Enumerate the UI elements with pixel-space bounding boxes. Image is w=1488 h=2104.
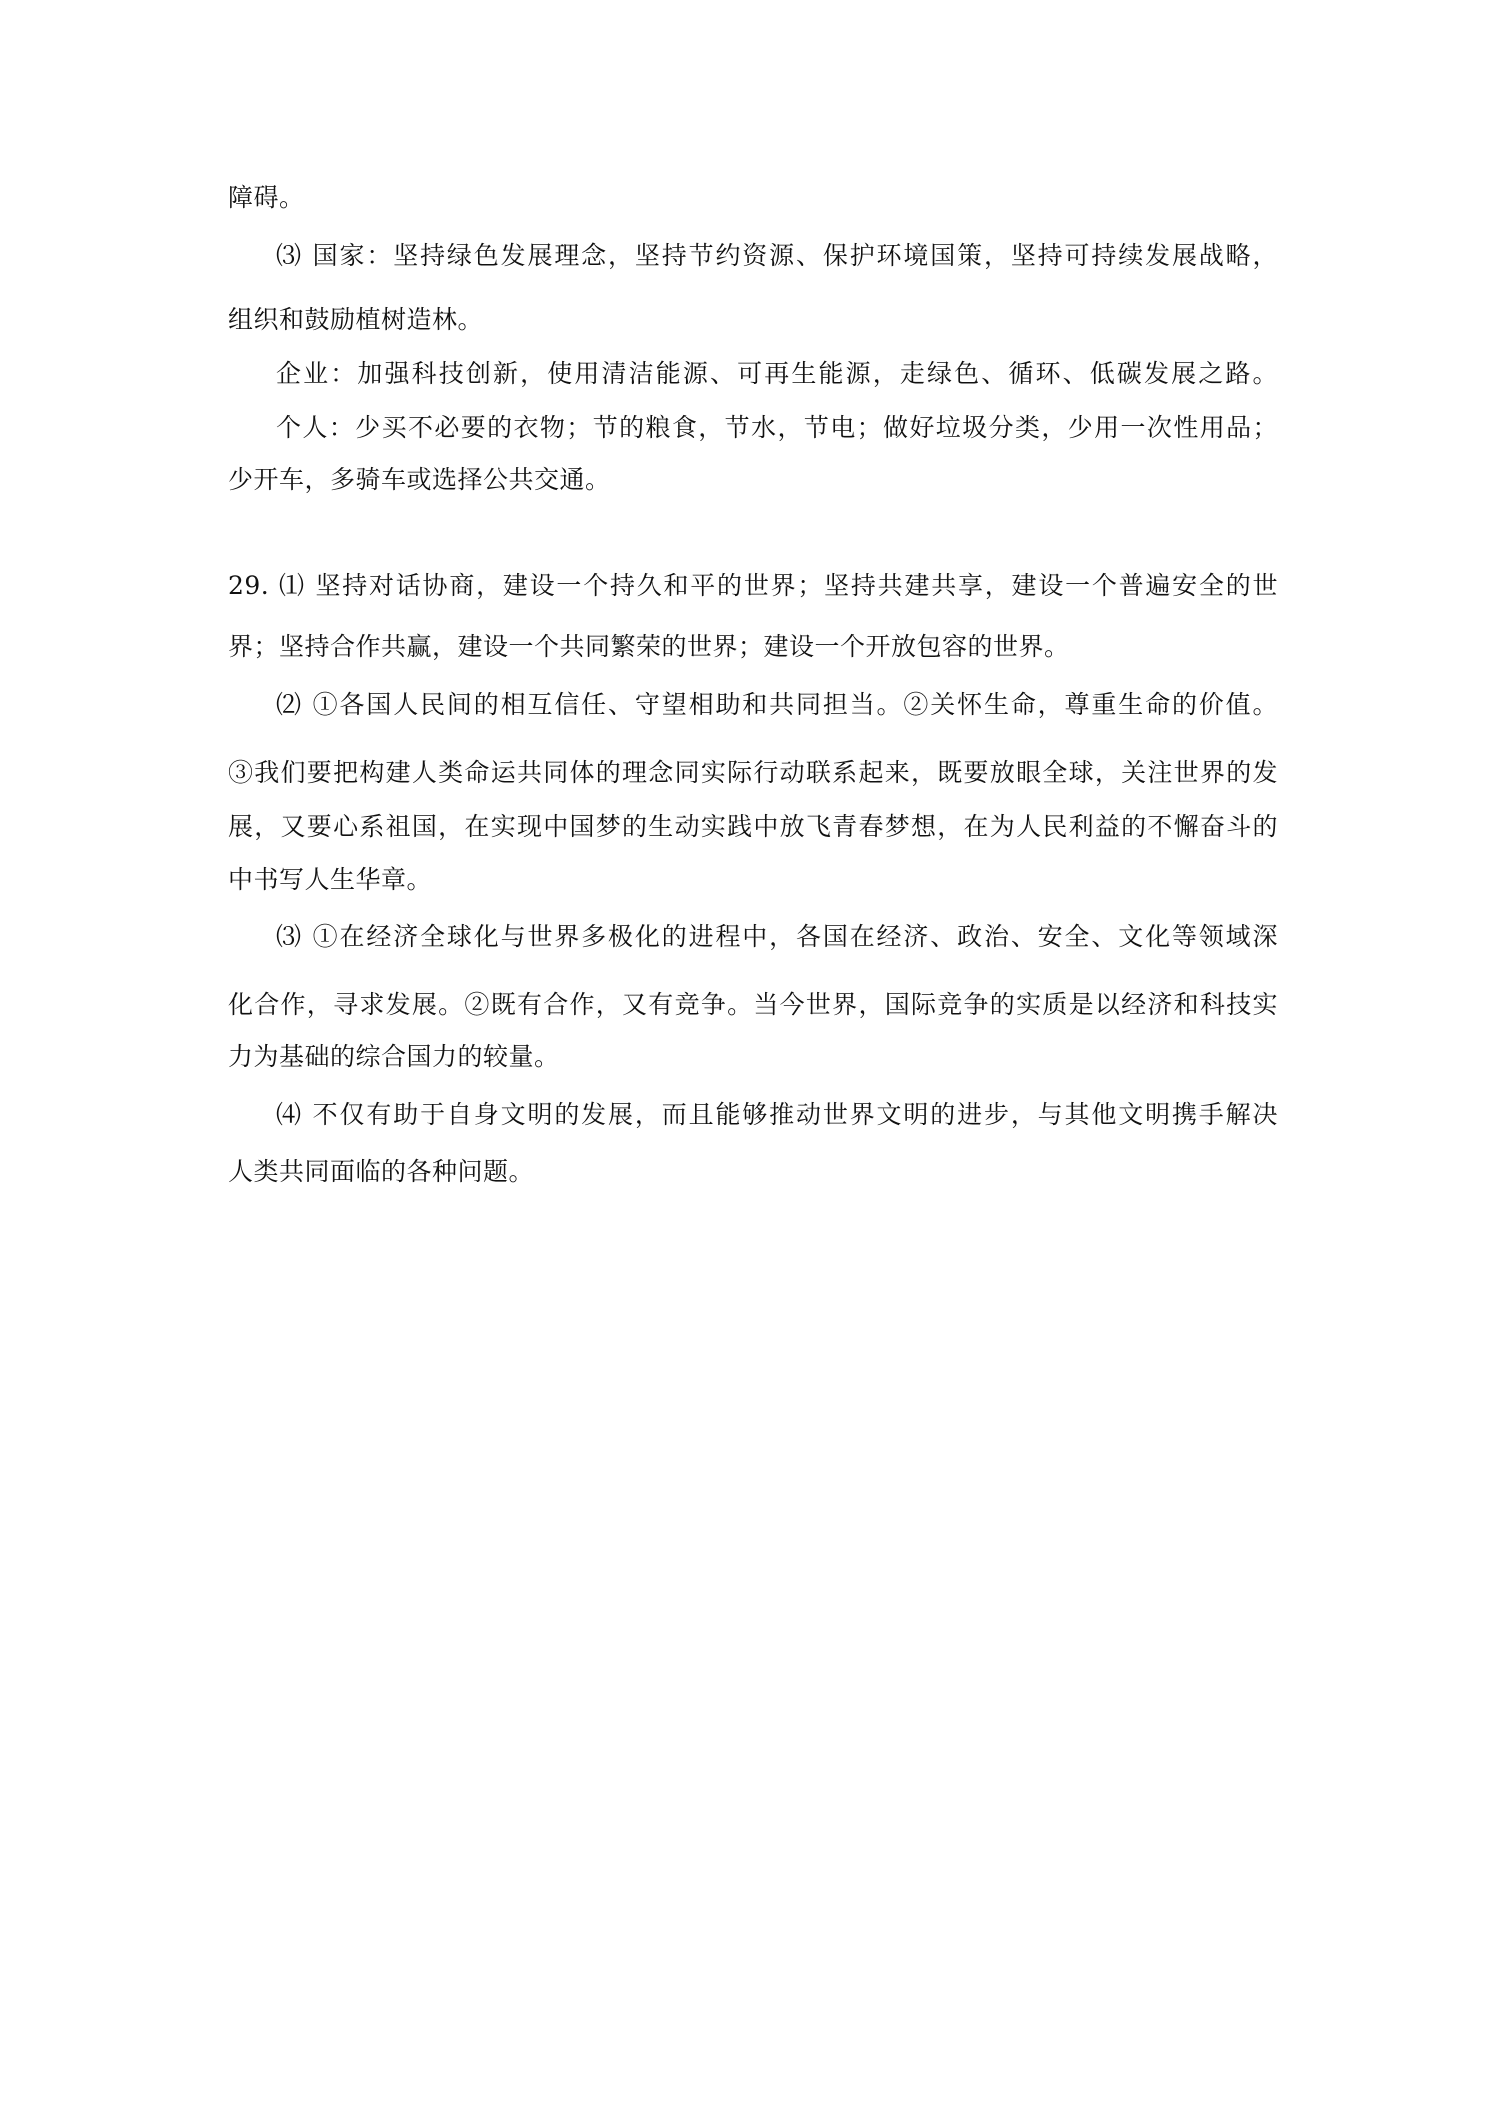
text-line: 展，又要心系祖国，在实现中国梦的生动实践中放飞青春梦想，在为人民利益的不懈奋斗的 <box>228 812 1278 841</box>
text-line: 组织和鼓励植树造林。 <box>228 305 484 334</box>
text-line: 界；坚持合作共赢，建设一个共同繁荣的世界；建设一个开放包容的世界。 <box>228 632 1070 661</box>
text-line: 少开车，多骑车或选择公共交通。 <box>228 465 611 494</box>
text-line: ⑶ ①在经济全球化与世界多极化的进程中，各国在经济、政治、安全、文化等领域深 <box>276 922 1278 951</box>
text-line: ⑵ ①各国人民间的相互信任、守望相助和共同担当。②关怀生命，尊重生命的价值。 <box>276 690 1278 719</box>
text-line: 企业：加强科技创新，使用清洁能源、可再生能源，走绿色、循环、低碳发展之路。 <box>276 359 1278 388</box>
text-line: 障碍。 <box>228 183 305 212</box>
text-line: ③我们要把构建人类命运共同体的理念同实际行动联系起来，既要放眼全球，关注世界的发 <box>228 758 1278 787</box>
text-line: 力为基础的综合国力的较量。 <box>228 1042 560 1071</box>
text-line: ⑷ 不仅有助于自身文明的发展，而且能够推动世界文明的进步，与其他文明携手解决 <box>276 1100 1278 1129</box>
text-line: 人类共同面临的各种问题。 <box>228 1157 535 1186</box>
text-line: 中书写人生华章。 <box>228 865 433 894</box>
text-line: 化合作，寻求发展。②既有合作，又有竞争。当今世界，国际竞争的实质是以经济和科技实 <box>228 990 1278 1019</box>
text-line: ⑶ 国家：坚持绿色发展理念，坚持节约资源、保护环境国策，坚持可持续发展战略， <box>276 241 1278 270</box>
text-line: 29. ⑴ 坚持对话协商，建设一个持久和平的世界；坚持共建共享，建设一个普遍安全的世 <box>228 571 1278 600</box>
text-line: 个人：少买不必要的衣物；节的粮食，节水，节电；做好垃圾分类，少用一次性用品； <box>276 413 1278 442</box>
